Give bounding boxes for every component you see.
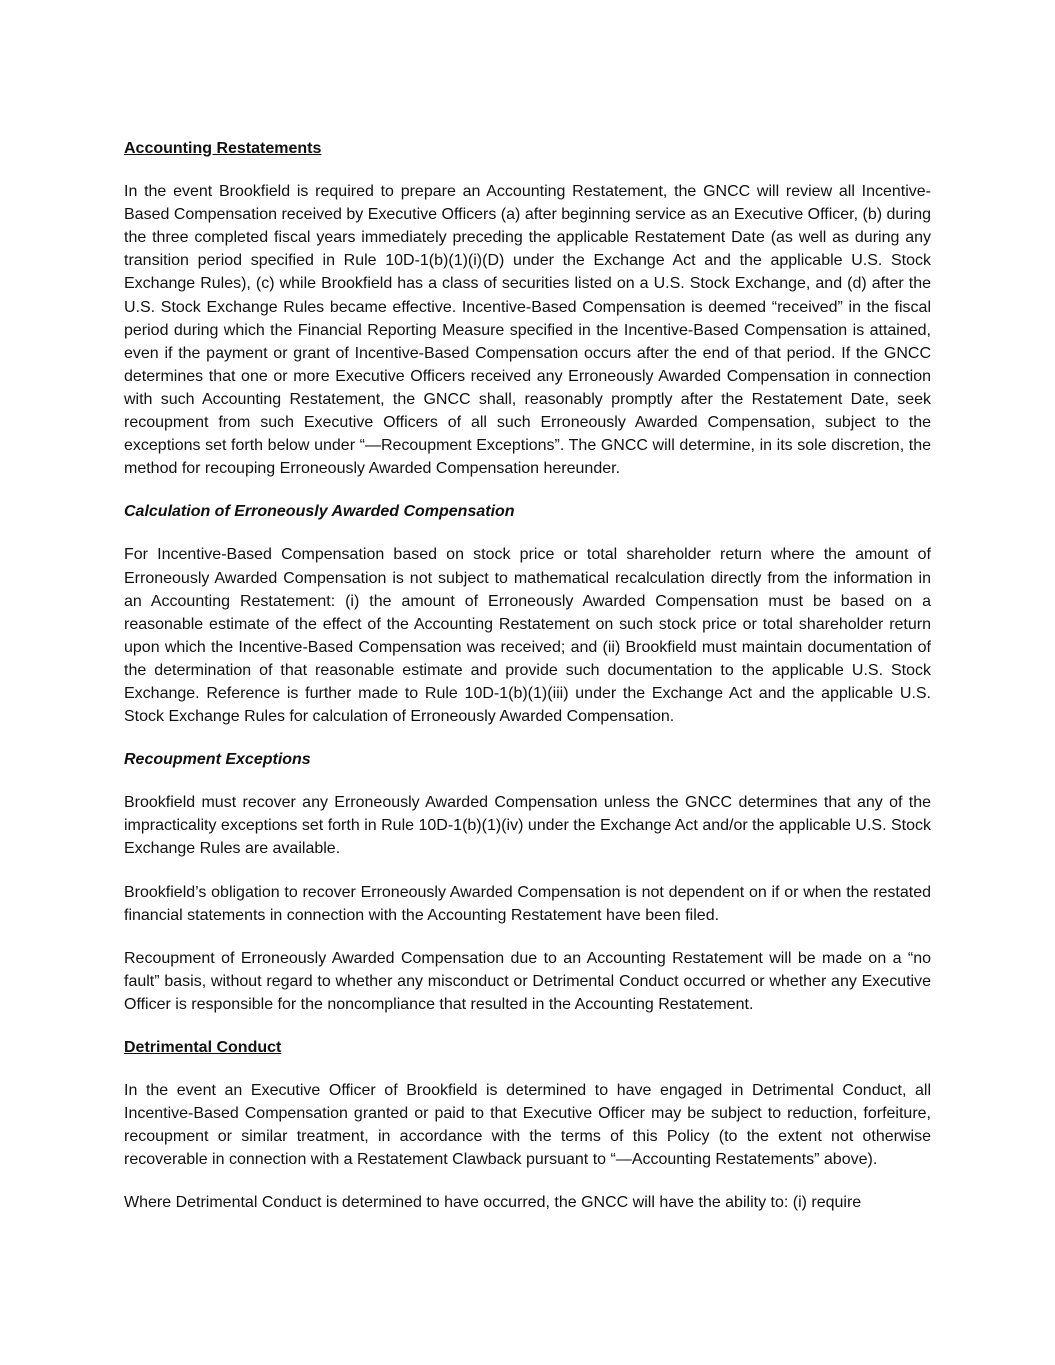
heading-detrimental-conduct: Detrimental Conduct <box>124 1039 282 1056</box>
paragraph-recoupment-exceptions-1: Brookfield must recover any Erroneously Awarded Compensation unless the GNCC determines that any of the impracticality exceptions set forth in Rule 10D-1(b)(1)(iv) under the Exchange Act and/or the applicable U.S. Stock Exchange Rules are available. <box>124 794 931 858</box>
paragraph-recoupment-exceptions-2: Brookfield’s obligation to recover Erroneously Awarded Compensation is not dependent on if or when the restated financial statements in connection with the Accounting Restatement have been filed. <box>124 883 931 924</box>
paragraph-detrimental-conduct-2: Where Detrimental Conduct is determined to have occurred, the GNCC will have the ability to: (i) require <box>124 1194 862 1212</box>
heading-calculation: Calculation of Erroneously Awarded Compensation <box>124 503 515 521</box>
paragraph-accounting-restatements: In the event Brookfield is required to prepare an Accounting Restatement, the GNCC will review all Incentive-Based Compensation received by Executive Officers (a) after beginning service as an Executive Officer, (b) during the three completed fiscal years immediately preceding the applicable Restatement Date (as well as during any transition period specified in Rule 10D-1(b)(1)(i)(D) under the Exchange Act and the applicable U.S. Stock Exchange Rules), (c) while Brookfield has a class of securities listed on a U.S. Stock Exchange, and (d) after the U.S. Stock Exchange Rules became effective. Incentive-Based Compensation is deemed “received” in the fiscal period during which the Financial Reporting Measure specified in the Incentive-Based Compensation is attained, even if the payment or grant of Incentive-Based Compensation occurs after the end of that period. If the GNCC determines that one or more Executive Officers received any Erroneously Awarded Compensation in connection with such Accounting Restatement, the GNCC shall, reasonably promptly after the Restatement Date, seek recoupment from such Executive Officers of all such Erroneously Awarded Compensation, subject to the exceptions set forth below under “—Recoupment Exceptions”. The GNCC will determine, in its sole discretion, the method for recouping Erroneously Awarded Compensation hereunder. <box>124 183 931 478</box>
heading-accounting-restatements: Accounting Restatements <box>124 140 322 157</box>
paragraph-recoupment-exceptions-3: Recoupment of Erroneously Awarded Compensation due to an Accounting Restatement will be made on a “no fault” basis, without regard to whether any misconduct or Detrimental Conduct occurred or whether any Executive Officer is responsible for the noncompliance that resulted in the Accounting Restatement. <box>124 949 931 1013</box>
paragraph-detrimental-conduct-1: In the event an Executive Officer of Brookfield is determined to have engaged in Detrimental Conduct, all Incentive-Based Compensation granted or paid to that Executive Officer may be subject to reduction, forfeiture, recoupment or similar treatment, in accordance with the terms of this Policy (to the extent not otherwise recoverable in connection with a Restatement Clawback pursuant to “—Accounting Restatements” above). <box>124 1082 931 1169</box>
paragraph-calculation: For Incentive-Based Compensation based on stock price or total shareholder return where the amount of Erroneously Awarded Compensation is not subject to mathematical recalculation directly from the information in an Accounting Restatement: (i) the amount of Erroneously Awarded Compensation must be based on a reasonable estimate of the effect of the Accounting Restatement on such stock price or total shareholder return upon which the Incentive-Based Compensation was received; and (ii) Brookfield must maintain documentation of the determination of that reasonable estimate and provide such documentation to the applicable U.S. Stock Exchange. Reference is further made to Rule 10D-1(b)(1)(iii) under the Exchange Act and the applicable U.S. Stock Exchange Rules for calculation of Erroneously Awarded Compensation. <box>124 546 931 726</box>
heading-recoupment-exceptions: Recoupment Exceptions <box>124 751 311 769</box>
document-page <box>124 137 931 1215</box>
